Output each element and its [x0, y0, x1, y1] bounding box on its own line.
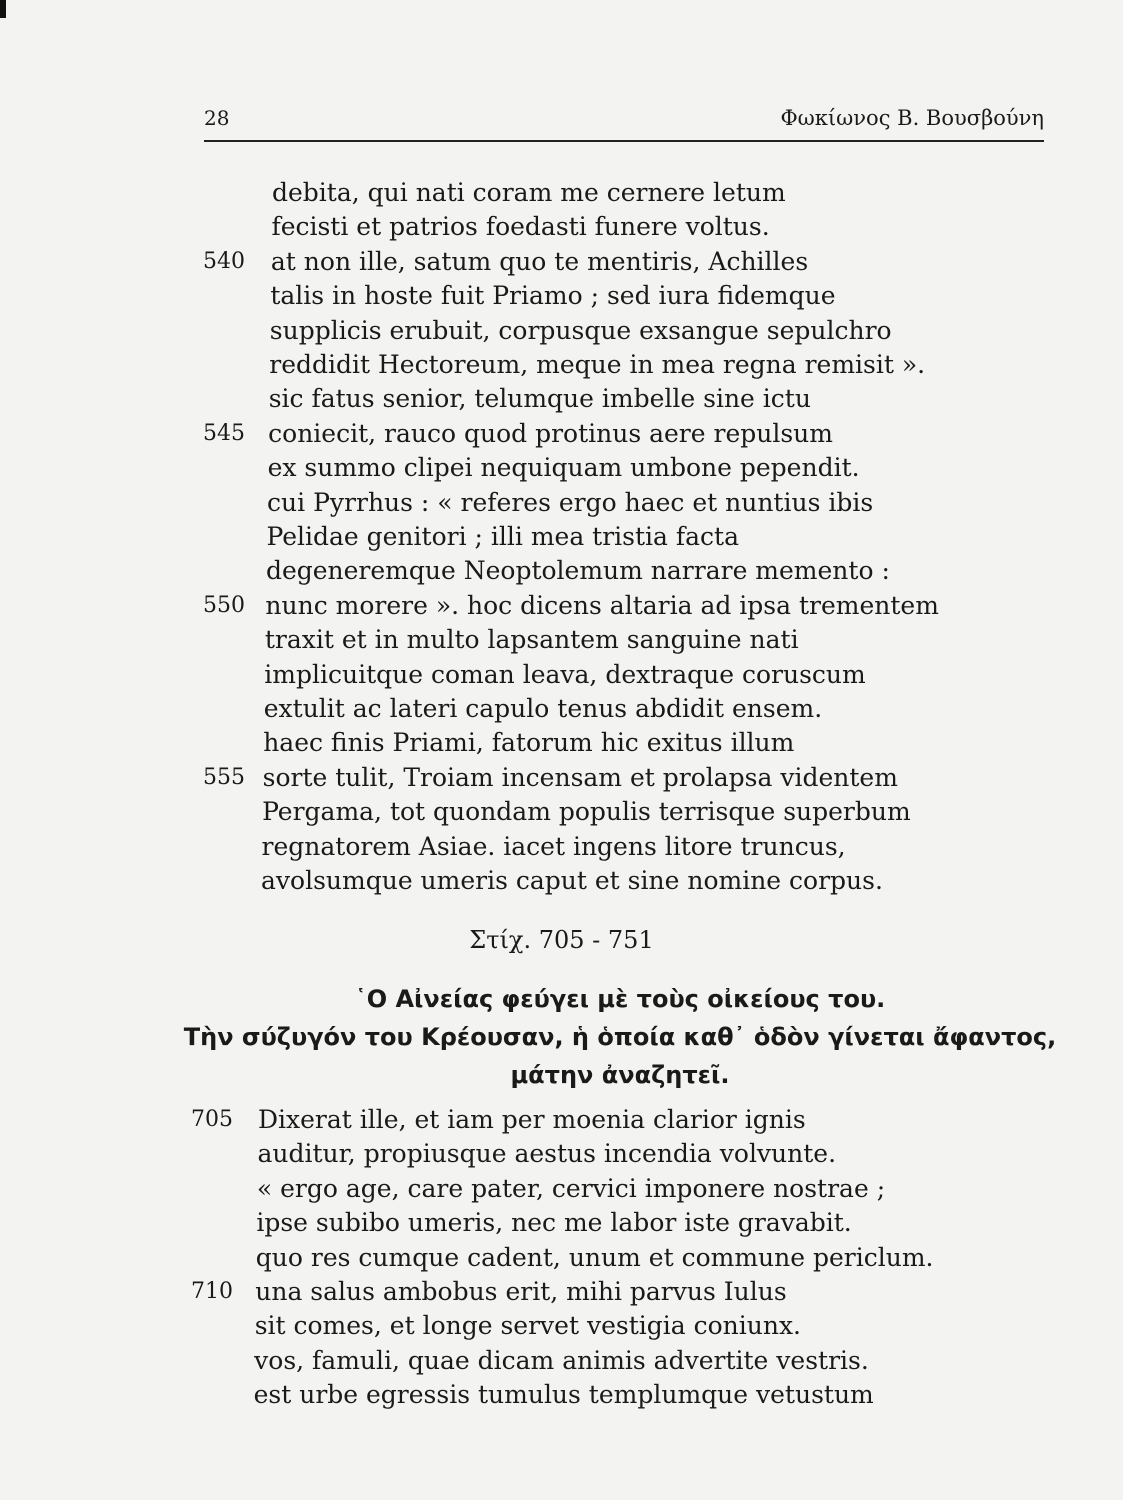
verse-line: avolsumque umeris caput et sine nomine corpus. — [261, 866, 883, 895]
verse-line: Pergama, tot quondam populis terrisque superbum — [262, 797, 911, 827]
line-number: 545 — [203, 420, 245, 446]
verse-line: auditur, propiusque aestus incendia volvunte. — [257, 1139, 837, 1169]
verse-line: sic fatus senior, telumque imbelle sine ictu — [268, 384, 811, 414]
verse-line: est urbe egressis tumulus templumque vetustum — [253, 1380, 874, 1410]
page-header — [204, 106, 1044, 138]
verse-line: Dixerat ille, et iam per moenia clarior ignis — [258, 1105, 806, 1134]
verse-line: sorte tulit, Troiam incensam et prolapsa videntem — [262, 762, 898, 792]
verse-line: Pelidae genitori ; illi mea tristia facta — [266, 522, 739, 551]
lines-reference: Στίχ. 705 - 751 — [469, 926, 654, 954]
verse-line: ipse subibo umeris, nec me labor iste gravabit. — [256, 1208, 852, 1238]
section-heading-line-1: ῾Ο Αἰνείας φεύγει μὲ τοὺς οἰκείους του. — [354, 985, 886, 1013]
line-number: 540 — [203, 248, 245, 274]
verse-line: talis in hoste fuit Priamo ; sed iura fidemque — [270, 281, 836, 311]
verse-line: debita, qui nati coram me cernere letum — [272, 178, 786, 207]
line-number: 705 — [191, 1107, 233, 1132]
verse-line: haec finis Priami, fatorum hic exitus illum — [263, 728, 795, 758]
verse-line: coniecit, rauco quod protinus aere repulsum — [268, 418, 833, 448]
page-number: 28 — [204, 106, 230, 130]
verse-line: ex summo clipei nequiquam umbone pependit. — [267, 453, 860, 483]
verse-line: traxit et in multo lapsantem sanguine nati — [264, 625, 799, 655]
verse-line: vos, famuli, quae dicam animis advertite vestris. — [254, 1345, 869, 1375]
line-number: 550 — [203, 592, 245, 618]
running-head-author: Φωκίωνος Β. Βουσβούνη — [780, 106, 1044, 130]
verse-line: at non ille, satum quo te mentiris, Achilles — [270, 246, 809, 276]
verse-line: supplicis erubuit, corpusque exsangue sepulchro — [269, 315, 892, 345]
verse-line: cui Pyrrhus : « referes ergo haec et nuntius ibis — [267, 487, 874, 517]
verse-line: fecisti et patrios foedasti funere voltus. — [271, 212, 770, 242]
verse-line: sit comes, et longe servet vestigia coniunx. — [254, 1311, 801, 1341]
section-heading-line-3: μάτην ἀναζητεῖ. — [510, 1061, 730, 1089]
verse-line: quo res cumque cadent, unum et commune periclum. — [255, 1242, 934, 1272]
verse-line: degeneremque Neoptolemum narrare memento : — [265, 556, 890, 586]
verse-line: « ergo age, care pater, cervici imponere nostrae ; — [256, 1173, 886, 1203]
verse-line: nunc morere ». hoc dicens altaria ad ipsa trementem — [265, 590, 939, 620]
verse-line: regnatorem Asiae. iacet ingens litore truncus, — [261, 831, 846, 861]
verse-line: implicuitque coman leava, dextraque coruscum — [264, 659, 866, 689]
line-number: 710 — [191, 1279, 233, 1304]
page-edge-mark — [0, 0, 6, 18]
verse-line: reddidit Hectoreum, meque in mea regna remisit ». — [269, 350, 926, 379]
verse-line: extulit ac lateri capulo tenus abdidit ensem. — [263, 694, 823, 723]
section-heading-line-2: Τὴν σύζυγόν του Κρέουσαν, ἡ ὁποία καθ᾽ ὁδὸν γίνεται ἄφαντος, — [183, 1023, 1057, 1051]
header-rule — [204, 140, 1044, 142]
line-number: 555 — [203, 764, 245, 790]
verse-line: una salus ambobus erit, mihi parvus Iulus — [255, 1277, 787, 1306]
